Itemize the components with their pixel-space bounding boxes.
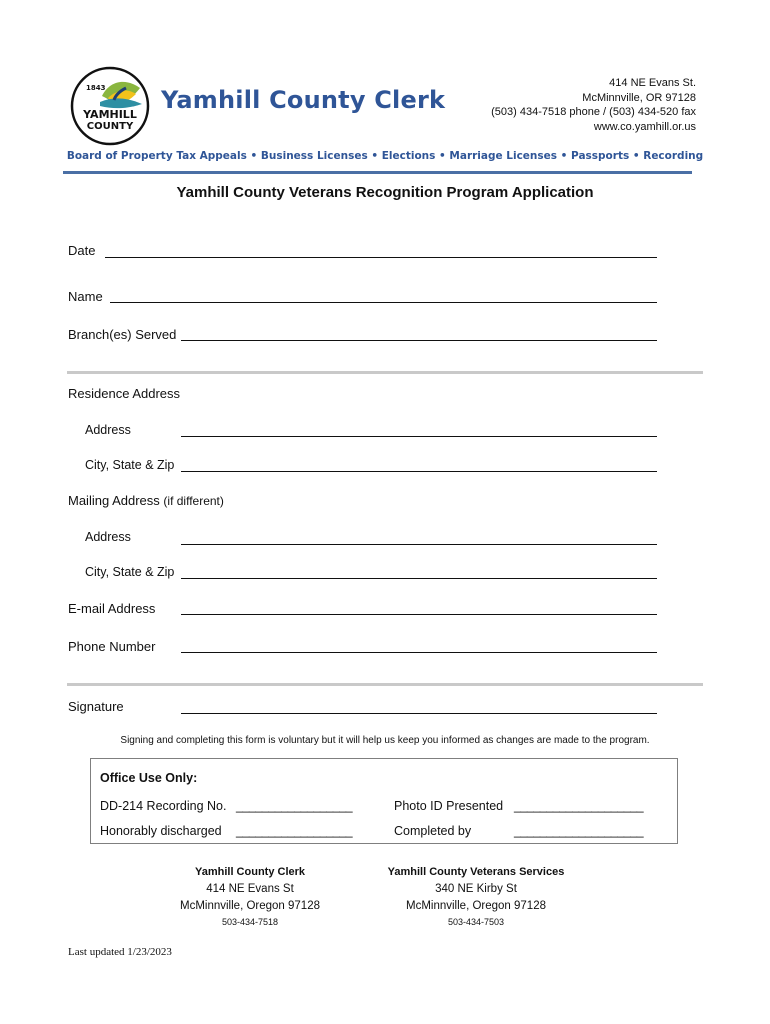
residence-heading: Residence Address: [68, 386, 181, 401]
residence-address-field[interactable]: [181, 436, 657, 437]
completed-by-field[interactable]: ____________________: [514, 824, 644, 838]
last-updated: Last updated 1/23/2023: [68, 946, 172, 958]
veterans-footer-city: McMinnville, Oregon 97128: [406, 900, 546, 912]
discharged-label: Honorably discharged: [100, 824, 222, 838]
completed-by-label: Completed by: [394, 824, 472, 838]
dd214-label: DD-214 Recording No.: [100, 799, 227, 813]
residence-city-label: City, State & Zip: [85, 458, 175, 472]
mailing-heading-note: (if different): [163, 494, 224, 508]
contact-info: [491, 76, 696, 134]
office-use-box: [90, 758, 678, 844]
logo-text-line2: COUNTY: [86, 121, 134, 132]
logo-year: 1843: [86, 84, 106, 92]
residence-city-field[interactable]: [181, 471, 657, 472]
mailing-heading-text: Mailing Address: [68, 493, 160, 508]
contact-website: www.co.yamhill.or.us: [593, 120, 696, 133]
email-field[interactable]: [181, 614, 657, 615]
services-list: Board of Property Tax Appeals • Business Licenses • Elections • Marriage Licenses • Passports • Recording: [66, 150, 704, 162]
veterans-footer: [366, 864, 586, 929]
date-label: Date: [68, 243, 96, 258]
date-field[interactable]: [105, 257, 657, 258]
county-logo: [70, 66, 150, 146]
phone-label: Phone Number: [68, 639, 156, 654]
veterans-footer-phone: 503-434-7503: [447, 917, 505, 927]
form-title: Yamhill County Veterans Recognition Program Application: [176, 184, 594, 201]
section-divider: [67, 371, 703, 374]
clerk-footer-street: 414 NE Evans St: [206, 883, 294, 895]
mailing-address-field[interactable]: [181, 544, 657, 545]
veterans-footer-street: 340 NE Kirby St: [435, 883, 517, 895]
contact-street: 414 NE Evans St.: [609, 77, 696, 89]
office-title: Yamhill County Clerk: [161, 86, 446, 114]
voluntary-note: Signing and completing this form is voluntary but it will help us keep you informed as changes are made to the program.: [120, 735, 650, 746]
phone-field[interactable]: [181, 652, 657, 653]
signature-label: Signature: [68, 699, 124, 714]
name-field[interactable]: [110, 302, 657, 303]
office-use-title: Office Use Only:: [100, 771, 198, 785]
logo-text-line1: YAMHILL: [83, 108, 137, 121]
signature-field[interactable]: [181, 713, 657, 714]
header-divider: [63, 171, 692, 174]
contact-phone-fax: (503) 434-7518 phone / (503) 434-520 fax: [491, 106, 696, 118]
clerk-footer-phone: 503-434-7518: [221, 917, 279, 927]
veterans-footer-name: Yamhill County Veterans Services: [387, 866, 565, 878]
signature-divider: [67, 683, 703, 686]
branch-label: Branch(es) Served: [68, 327, 177, 342]
clerk-footer-city: McMinnville, Oregon 97128: [180, 900, 320, 912]
branch-field[interactable]: [181, 340, 657, 341]
photo-id-field[interactable]: ____________________: [514, 799, 644, 813]
discharged-field[interactable]: __________________: [236, 824, 353, 838]
photo-id-label: Photo ID Presented: [394, 799, 504, 813]
mailing-city-label: City, State & Zip: [85, 565, 175, 579]
mailing-address-label: Address: [85, 530, 131, 544]
email-label: E-mail Address: [68, 601, 156, 616]
mailing-city-field[interactable]: [181, 578, 657, 579]
clerk-footer: [150, 864, 350, 929]
clerk-footer-name: Yamhill County Clerk: [194, 866, 306, 878]
dd214-field[interactable]: __________________: [236, 799, 353, 813]
residence-address-label: Address: [85, 423, 131, 437]
name-label: Name: [68, 289, 103, 304]
contact-city: McMinnville, OR 97128: [582, 91, 696, 104]
mailing-heading: [68, 493, 224, 508]
